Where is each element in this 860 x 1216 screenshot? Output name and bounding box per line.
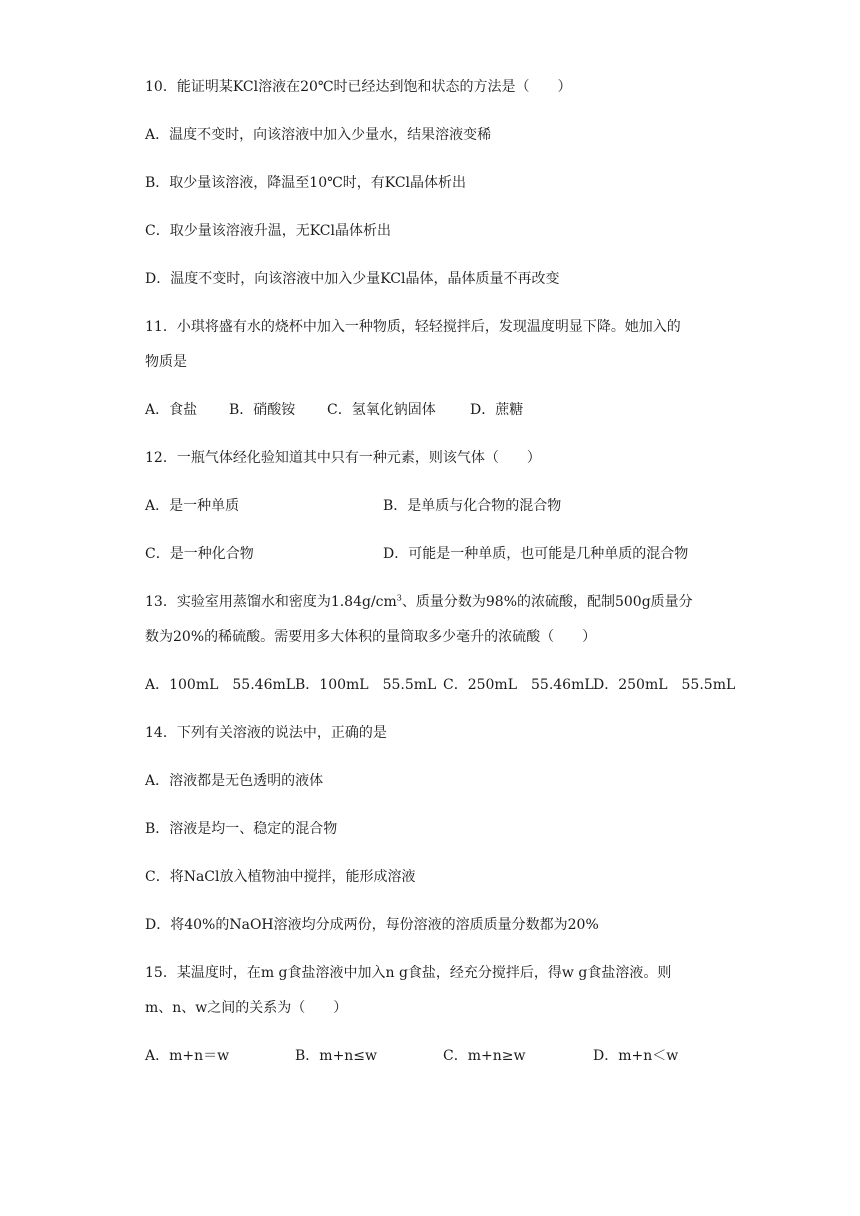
question-13-stem-line2: 数为20%的稀硫酸。需要用多大体积的量筒取多少毫升的浓硫酸（ ） — [145, 629, 597, 645]
question-12-option-a: A．是一种单质 — [145, 498, 240, 514]
question-11-stem-line2: 物质是 — [145, 354, 187, 370]
question-10-option-a: A．温度不变时，向该溶液中加入少量水，结果溶液变稀 — [145, 127, 492, 143]
question-11-option-b: B．硝酸铵 — [229, 402, 296, 418]
question-13-option-c: C．250mL 55.46mL — [443, 677, 594, 693]
question-15-stem-line1: 15．某温度时，在m g食盐溶液中加入n g食盐，经充分搅拌后，得w g食盐溶液。则 — [145, 965, 672, 981]
question-11-option-c: C．氢氧化钠固体 — [327, 402, 436, 418]
question-14-option-b: B．溶液是均一、稳定的混合物 — [145, 821, 338, 837]
question-15-stem-line2: m、n、w之间的关系为（ ） — [145, 1000, 348, 1016]
question-15-option-b: B．m+n≤w — [295, 1048, 378, 1064]
question-12-option-c: C．是一种化合物 — [145, 546, 254, 562]
question-13-option-a: A．100mL 55.46mL — [145, 677, 296, 693]
question-12-option-b: B．是单质与化合物的混合物 — [383, 498, 562, 514]
question-11-stem-line1: 11．小琪将盛有水的烧杯中加入一种物质，轻轻搅拌后，发现温度明显下降。她加入的 — [145, 319, 681, 335]
question-12-option-d: D．可能是一种单质，也可能是几种单质的混合物 — [383, 546, 689, 562]
question-13-stem-line1 — [145, 592, 693, 612]
question-13-option-b: B．100mL 55.5mL — [295, 677, 437, 693]
question-15-option-d: D．m+n＜w — [593, 1048, 679, 1064]
question-10-option-c: C．取少量该溶液升温，无KCl晶体析出 — [145, 223, 391, 239]
question-14-option-a: A．溶液都是无色透明的液体 — [145, 773, 324, 789]
question-14-option-c: C．将NaCl放入植物油中搅拌，能形成溶液 — [145, 869, 416, 885]
question-11-option-a: A．食盐 — [145, 402, 198, 418]
question-13-stem-part-b: 、质量分数为98%的浓硫酸，配制500g质量分 — [401, 594, 693, 610]
question-13-superscript: 3 — [396, 593, 402, 603]
question-15-option-a: A．m+n＝w — [145, 1048, 230, 1064]
question-11-option-d: D．蔗糖 — [470, 402, 524, 418]
question-14-stem: 14．下列有关溶液的说法中，正确的是 — [145, 725, 387, 741]
question-10-option-d: D．温度不变时，向该溶液中加入少量KCl晶体，晶体质量不再改变 — [145, 271, 560, 287]
question-13-stem-part-a: 13．实验室用蒸馏水和密度为1.84g/cm — [145, 594, 397, 610]
question-15-option-c: C．m+n≥w — [443, 1048, 526, 1064]
question-13-option-d: D．250mL 55.5mL — [593, 677, 736, 693]
question-10-option-b: B．取少量该溶液，降温至10℃时，有KCl晶体析出 — [145, 175, 467, 191]
question-12-stem: 12．一瓶气体经化验知道其中只有一种元素，则该气体（ ） — [145, 450, 541, 466]
question-14-option-d: D．将40%的NaOH溶液均分成两份，每份溶液的溶质质量分数都为20% — [145, 917, 599, 933]
question-10-stem: 10．能证明某KCl溶液在20℃时已经达到饱和状态的方法是（ ） — [145, 79, 572, 95]
